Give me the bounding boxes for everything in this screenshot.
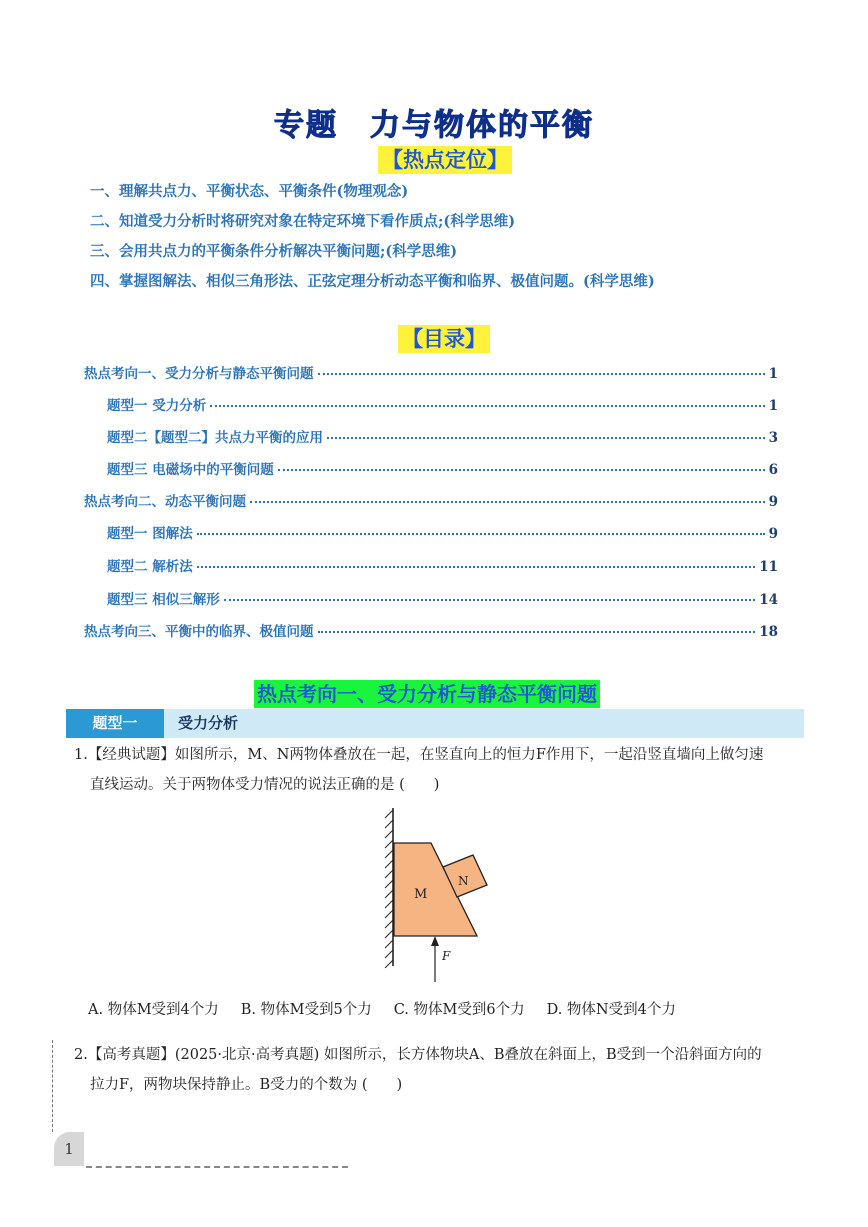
label-f: F (442, 949, 451, 963)
objective-3: 三、会用共点力的平衡条件分析解决平衡问题;(科学思维) (90, 243, 458, 260)
toc-page: 18 (759, 624, 778, 640)
label-n: N (458, 874, 469, 888)
question-text: 如图所示，M、N两物体叠放在一起，在竖直向上的恒力F作用下，一起沿竖直墙向上做匀速 (174, 747, 764, 763)
toc-heading: 【目录】 (398, 325, 490, 353)
objective-4: 四、掌握图解法、相似三角形法、正弦定理分析动态平衡和临界、极值问题。(科学思维) (90, 273, 655, 290)
toc-page: 9 (768, 526, 778, 542)
toc-page: 11 (759, 559, 778, 575)
margin-dashed-line (52, 1040, 53, 1132)
toc-label: 题型二 解析法 (107, 559, 193, 575)
toc-label: 热点考向二、动态平衡问题 (84, 494, 246, 510)
toc-entry[interactable] (107, 555, 778, 575)
objective-2: 二、知道受力分析时将研究对象在特定环境下看作质点;(科学思维) (90, 213, 516, 230)
toc-page: 14 (759, 592, 778, 608)
question-type-banner (66, 709, 804, 738)
footer-dashed-line (86, 1166, 348, 1168)
question-2-line-1 (74, 1040, 808, 1070)
option-b[interactable]: B. 物体M受到5个力 (240, 1002, 372, 1018)
toc-page: 6 (768, 462, 778, 478)
force-arrow-icon (431, 936, 439, 982)
question-number: 1. (74, 747, 88, 763)
toc-entry[interactable] (107, 458, 778, 478)
toc-label: 题型三 相似三解形 (107, 592, 220, 608)
banner-tab: 题型一 (66, 709, 164, 738)
toc-entry[interactable] (84, 362, 778, 382)
toc-entry[interactable] (107, 588, 778, 608)
question-tag: 【高考真题】 (87, 1047, 175, 1063)
toc-entry[interactable] (107, 394, 778, 414)
toc-entry[interactable] (107, 426, 778, 446)
question-2 (74, 1040, 808, 1100)
toc-label: 热点考向三、平衡中的临界、极值问题 (84, 624, 314, 640)
q1-options (88, 998, 676, 1019)
question-number: 2. (74, 1047, 88, 1063)
question-1-line-1 (74, 740, 808, 770)
section-heading: 热点考向一、受力分析与静态平衡问题 (254, 680, 600, 708)
option-c[interactable]: C. 物体M受到6个力 (393, 1002, 525, 1018)
q1-figure (360, 800, 500, 990)
page-number: 1 (54, 1132, 84, 1166)
page-title: 专题 力与物体的平衡 (274, 108, 594, 143)
wall-icon (385, 808, 393, 968)
toc-page: 1 (768, 398, 778, 414)
toc-label: 题型一 受力分析 (107, 398, 207, 414)
label-m: M (414, 887, 428, 902)
question-1 (74, 740, 808, 800)
toc-label: 题型二【题型二】共点力平衡的应用 (107, 430, 323, 446)
toc-label: 热点考向一、受力分析与静态平衡问题 (84, 366, 314, 382)
toc-entry[interactable] (107, 522, 778, 542)
toc-page: 1 (768, 366, 778, 382)
toc-label: 题型三 电磁场中的平衡问题 (107, 462, 274, 478)
toc-entry[interactable] (84, 490, 778, 510)
toc-page: 9 (768, 494, 778, 510)
question-2-line-2: 拉力F，两物块保持静止。B受力的个数为 ( ) (90, 1077, 403, 1093)
banner-title: 受力分析 (178, 714, 239, 732)
question-1-line-2: 直线运动。关于两物体受力情况的说法正确的是 ( ) (90, 777, 440, 793)
question-tag: 【经典试题】 (87, 747, 175, 763)
question-text: (2025·北京·高考真题) 如图所示，长方体物块A、B叠放在斜面上，B受到一个沿斜面方向的 (174, 1047, 762, 1063)
option-d[interactable]: D. 物体N受到4个力 (546, 1002, 676, 1018)
hotspot-heading: 【热点定位】 (378, 146, 512, 174)
objective-1: 一、理解共点力、平衡状态、平衡条件(物理观念) (90, 183, 409, 200)
toc-page: 3 (768, 430, 778, 446)
toc-label: 题型一 图解法 (107, 526, 193, 542)
toc-entry[interactable] (84, 620, 778, 640)
option-a[interactable]: A. 物体M受到4个力 (88, 1002, 219, 1018)
